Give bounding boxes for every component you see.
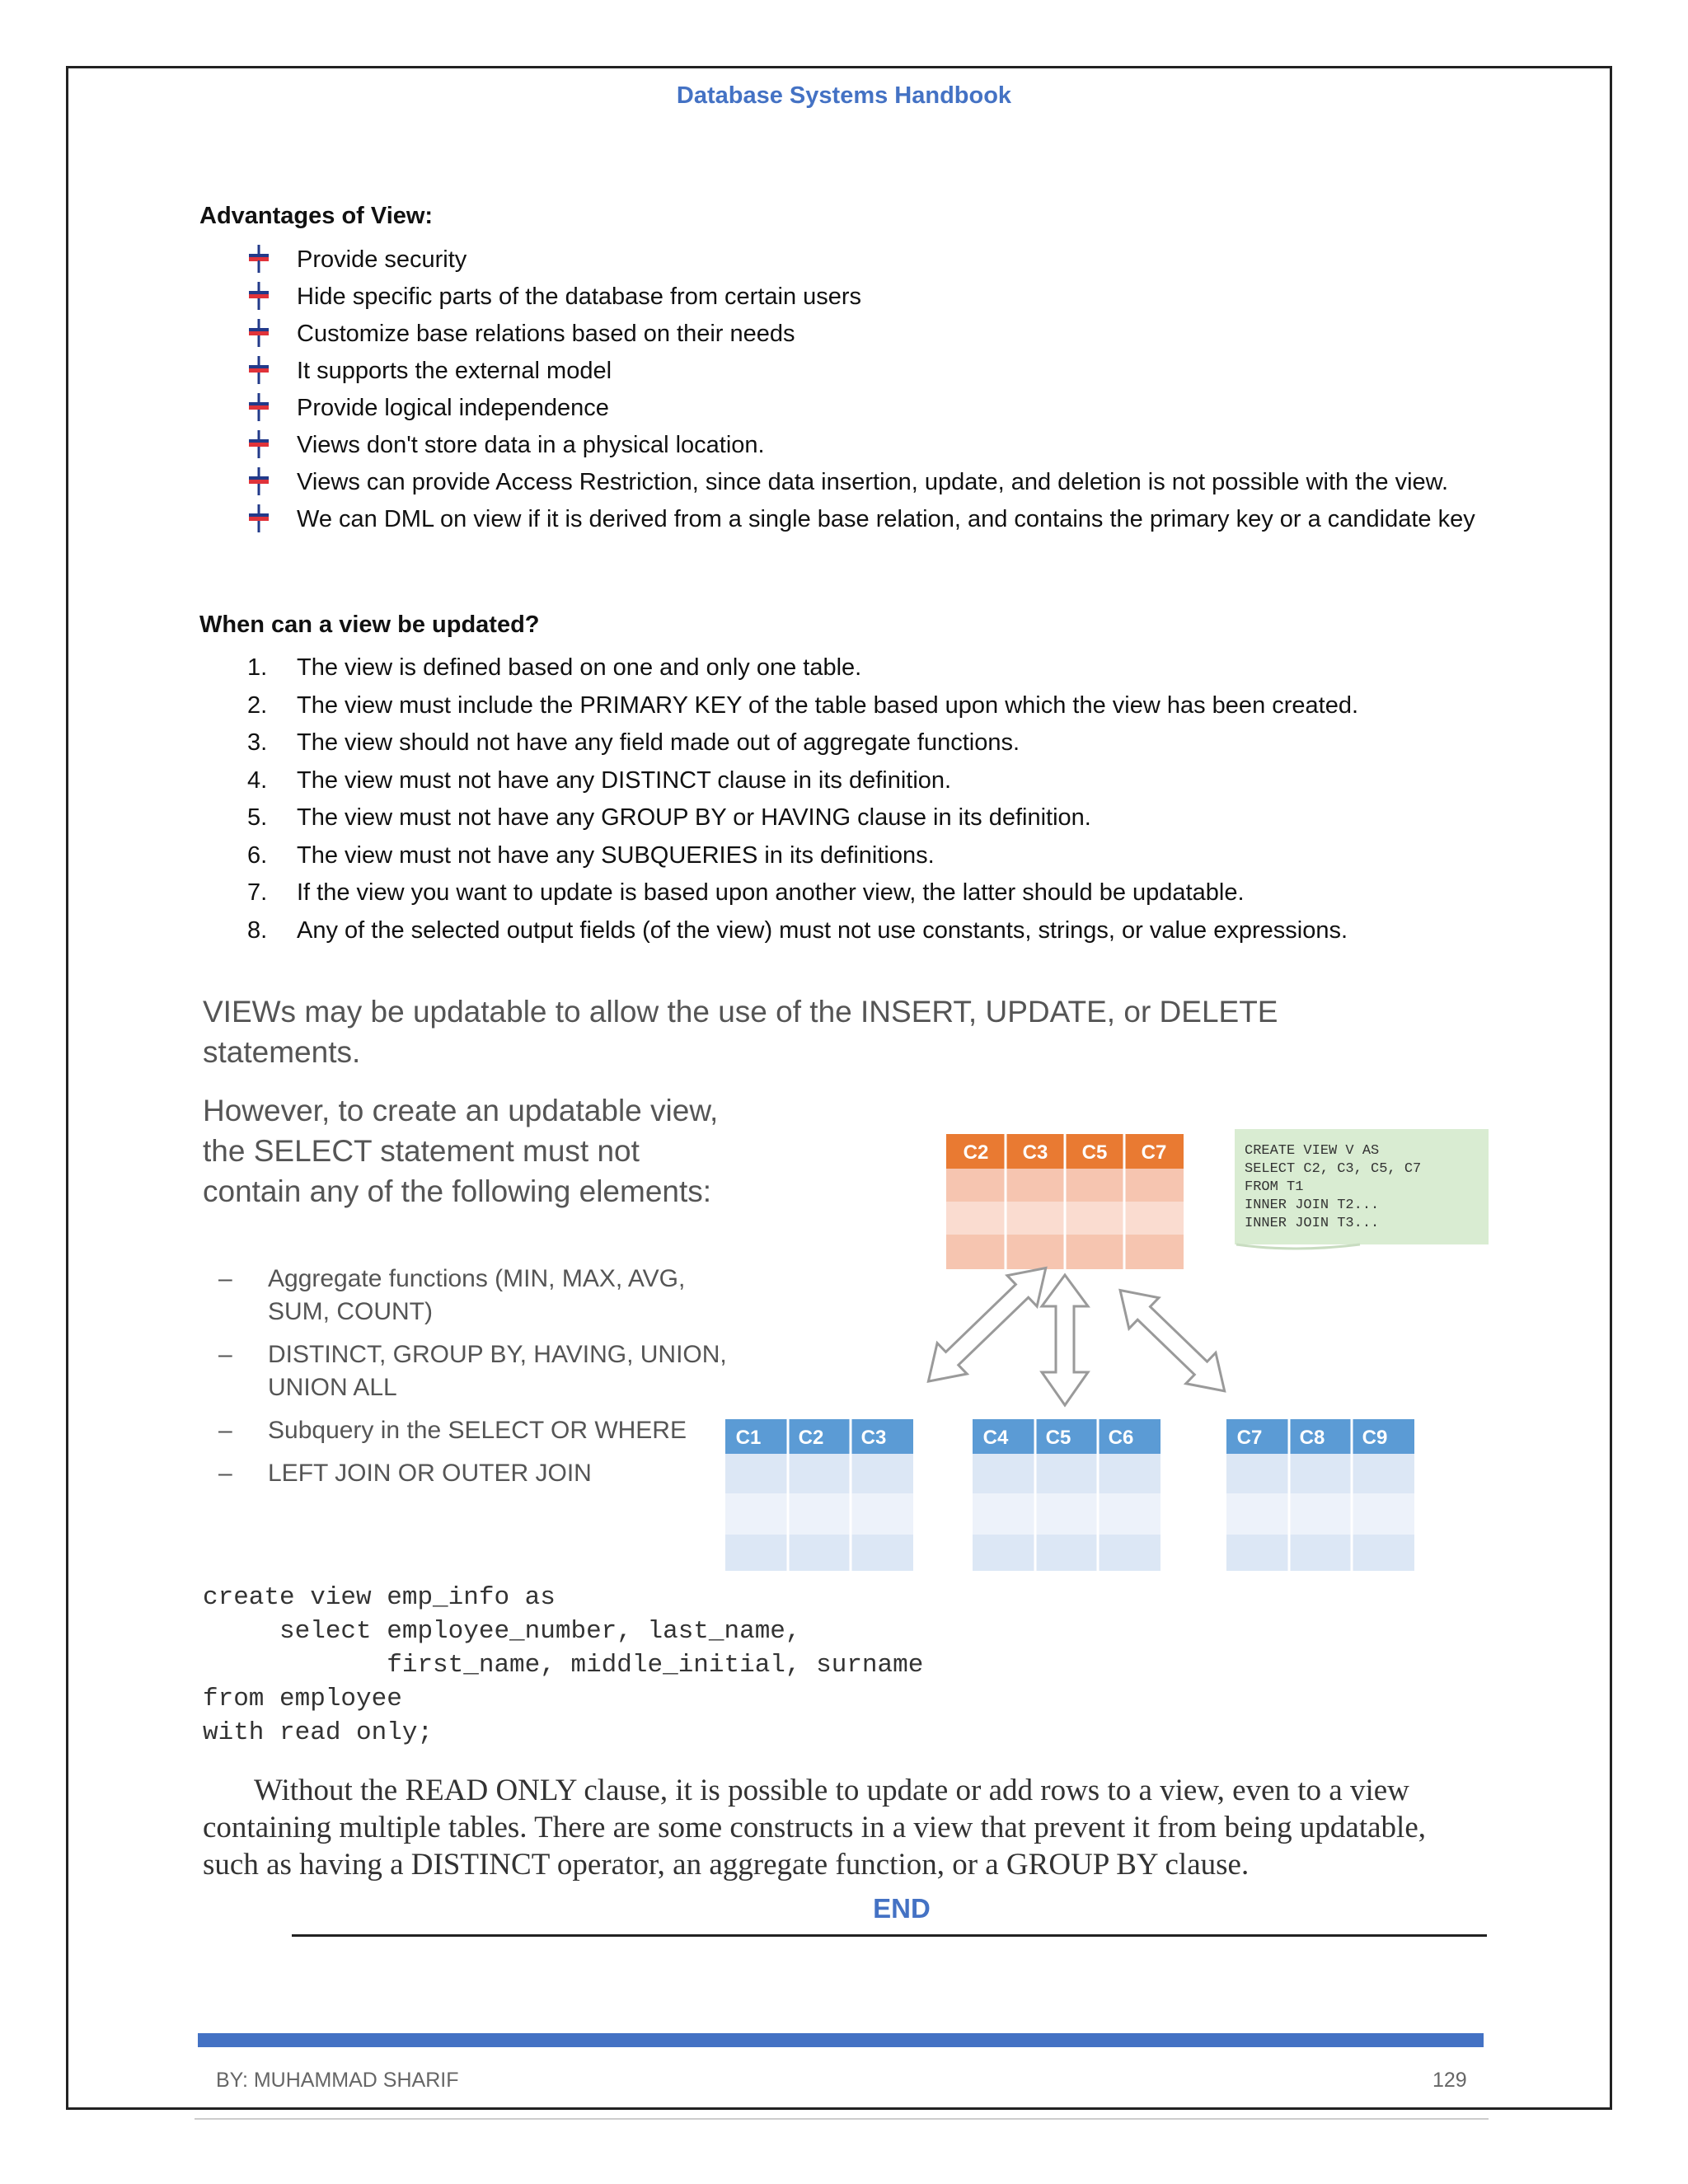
list-item <box>247 353 1484 390</box>
list-item <box>247 874 1533 912</box>
list-item <box>247 464 1484 501</box>
view-diagram <box>717 1121 1500 1582</box>
table-row <box>973 1535 1160 1571</box>
table-column-label: C5 <box>1045 1427 1071 1449</box>
end-divider <box>292 1934 1487 1937</box>
list-item-text: Provide logical independence <box>297 395 609 421</box>
view-column-label: C5 <box>1081 1141 1108 1164</box>
list-item-text: The view is defined based on one and only one table. <box>297 654 862 681</box>
list-item <box>247 390 1484 427</box>
dash-bullet: – <box>218 1460 232 1487</box>
table-column-label: C2 <box>798 1427 824 1449</box>
table-row <box>725 1535 913 1571</box>
list-item <box>247 241 1484 279</box>
list-item <box>218 1263 729 1329</box>
table-row <box>973 1493 1160 1535</box>
list-item <box>218 1414 729 1447</box>
list-item-text: If the view you want to update is based upon another view, the latter should be updatable. <box>297 879 1245 906</box>
restriction-list <box>218 1263 729 1500</box>
list-item-text: DISTINCT, GROUP BY, HAVING, UNION, UNION ALL <box>268 1341 727 1401</box>
sql-note-line: CREATE VIEW V AS <box>1245 1143 1380 1159</box>
list-item <box>247 427 1484 464</box>
item-number: 1. <box>247 654 268 681</box>
pushpin-bullet-icon <box>247 504 270 532</box>
item-number: 5. <box>247 804 268 831</box>
pushpin-bullet-icon <box>247 282 270 310</box>
advantages-heading: Advantages of View: <box>199 203 434 229</box>
list-item-text: Customize base relations based on their needs <box>297 321 795 347</box>
list-item <box>247 837 1533 875</box>
table-row <box>1226 1454 1414 1493</box>
dash-bullet: – <box>218 1265 232 1292</box>
table-column-label: C7 <box>1236 1427 1263 1449</box>
page-number: 129 <box>1432 2069 1467 2092</box>
list-item <box>247 279 1484 316</box>
view-column-label: C7 <box>1141 1141 1167 1164</box>
sql-code-block: create view emp_info as select employee_number, last_name, first_name, middle_initial, surname from employee with read only; <box>203 1583 924 1747</box>
list-item-text: Any of the selected output fields (of the view) must not use constants, strings, or value expressions. <box>297 916 1348 944</box>
pushpin-bullet-icon <box>247 393 270 421</box>
list-item-text: The view must include the PRIMARY KEY of the table based upon which the view has been created. <box>297 691 1359 719</box>
list-item-text: We can DML on view if it is derived from a single base relation, and contains the primary key or a candidate key <box>297 506 1475 532</box>
item-number: 7. <box>247 879 268 906</box>
sql-note-line: INNER JOIN T3... <box>1245 1216 1380 1231</box>
view-column-label: C3 <box>1022 1141 1048 1164</box>
table-row <box>973 1454 1160 1493</box>
table-column-label: C8 <box>1299 1427 1325 1449</box>
list-item-text: LEFT JOIN OR OUTER JOIN <box>268 1460 592 1487</box>
pushpin-bullet-icon <box>247 245 270 273</box>
item-number: 8. <box>247 916 268 944</box>
list-item-text: Provide security <box>297 246 467 273</box>
item-number: 4. <box>247 766 268 794</box>
list-item <box>247 501 1484 538</box>
view-column-label: C2 <box>963 1141 989 1164</box>
list-item-text: Subquery in the SELECT OR WHERE <box>268 1417 687 1444</box>
list-item <box>247 912 1533 950</box>
pushpin-bullet-icon <box>247 430 270 458</box>
pushpin-bullet-icon <box>247 319 270 347</box>
list-item <box>247 649 1533 687</box>
list-item <box>247 724 1533 762</box>
list-item-text: Views can provide Access Restriction, since data insertion, update, and deletion is not possible with the view. <box>297 469 1449 495</box>
table-column-label: C1 <box>735 1427 762 1449</box>
table-row <box>1226 1493 1414 1535</box>
list-item <box>247 762 1533 800</box>
footer-accent-bar <box>198 2033 1484 2047</box>
advantages-list <box>247 241 1484 538</box>
table-column-label: C9 <box>1362 1427 1388 1449</box>
list-item-text: The view must not have any GROUP BY or HAVING clause in its definition. <box>297 804 1091 831</box>
list-item-text: The view should not have any field made out of aggregate functions. <box>297 729 1020 756</box>
table-row <box>1226 1535 1414 1571</box>
table-column-label: C6 <box>1108 1427 1134 1449</box>
right-arrow-icon <box>1105 1275 1240 1407</box>
list-item-text: Hide specific parts of the database from certain users <box>297 284 862 310</box>
list-item <box>247 687 1533 725</box>
table-column-label: C4 <box>982 1427 1009 1449</box>
item-number: 2. <box>247 691 268 719</box>
sql-note-line: FROM T1 <box>1245 1179 1304 1195</box>
table-column-label: C3 <box>860 1427 887 1449</box>
pushpin-bullet-icon <box>247 356 270 384</box>
footer-author: BY: MUHAMMAD SHARIF <box>216 2069 459 2092</box>
item-number: 3. <box>247 729 268 756</box>
updatable-heading: When can a view be updated? <box>199 612 540 638</box>
dash-bullet: – <box>218 1417 232 1444</box>
bottom-divider <box>195 2118 1489 2120</box>
list-item-text: Aggregate functions (MIN, MAX, AVG, SUM, COUNT) <box>268 1265 686 1325</box>
pushpin-bullet-icon <box>247 467 270 495</box>
list-item-text: The view must not have any DISTINCT clause in its definition. <box>297 766 952 794</box>
table-row <box>725 1454 913 1493</box>
sql-note-line: SELECT C2, C3, C5, C7 <box>1245 1161 1422 1177</box>
item-number: 6. <box>247 841 268 869</box>
sql-note-line: INNER JOIN T2... <box>1245 1197 1380 1213</box>
dash-bullet: – <box>218 1341 232 1368</box>
left-arrow-icon <box>913 1253 1061 1397</box>
list-item <box>218 1338 729 1404</box>
list-item <box>218 1457 729 1490</box>
updatable-conditions-list <box>247 649 1533 949</box>
list-item <box>247 799 1533 837</box>
list-item-text: It supports the external model <box>297 358 612 384</box>
slide-lead: However, to create an updatable view, the SELECT statement must not contain any of the following elements: <box>203 1094 719 1208</box>
center-arrow-icon <box>1042 1275 1088 1405</box>
sql-note-curl <box>1236 1244 1360 1249</box>
list-item-text: The view must not have any SUBQUERIES in its definitions. <box>297 841 935 869</box>
end-label: END <box>873 1893 931 1924</box>
slide-intro: VIEWs may be updatable to allow the use of the INSERT, UPDATE, or DELETE statements. <box>203 995 1278 1069</box>
list-item <box>247 316 1484 353</box>
read-only-paragraph: Without the READ ONLY clause, it is possible to update or add rows to a view, even to a view containing multiple tables. There are some constructs in a view that prevent it from being updatable, such as having a DISTINCT operator, an aggregate function, or a GROUP BY clause. <box>203 1774 1427 1882</box>
list-item-text: Views don't store data in a physical location. <box>297 432 765 458</box>
table-row <box>725 1493 913 1535</box>
running-header: Database Systems Handbook <box>676 82 1012 109</box>
